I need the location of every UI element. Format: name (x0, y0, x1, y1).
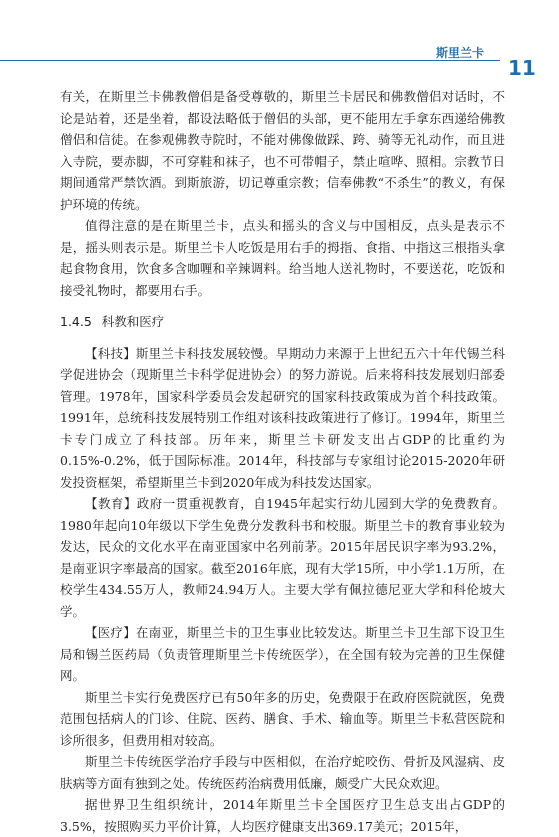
paragraph-health-expenditure: 据世界卫生组织统计，2014年斯里兰卡全国医疗卫生总支出占GDP的3.5%，按照购买力平价计算，人均医疗健康支出369.17美元；2015年， (60, 797, 505, 834)
page-number: 11 (508, 56, 536, 80)
section-title: 科教和医疗 (101, 314, 165, 329)
section-number: 1.4.5 (60, 314, 92, 329)
page-body (60, 86, 505, 837)
paragraph-education: 【教育】政府一贯重视教育，自1945年起实行幼儿园到大学的免费教育。1980年起向10年级以下学生免费分发教科书和校服。斯里兰卡的教育事业较为发达，民众的文化水平在南亚国家中名列前茅。2015年居民识字率为93.2%，是南亚识字率最高的国家。截至2016年底，现有大学15所，中小学1.1万所，在校学生434.55万人，教师24.94万人。主要大学有佩拉德尼亚大学和科伦坡大学。 (60, 496, 505, 619)
paragraph-customs: 值得注意的是在斯里兰卡，点头和摇头的含义与中国相反，点头是表示不是，摇头则表示是。斯里兰卡人吃饭是用右手的拇指、食指、中指这三根指头拿起食物食用，饮食多含咖喱和辛辣调料。给当地人送礼物时，不要送花，吃饭和接受礼物时，都要用右手。 (60, 218, 505, 298)
paragraph-free-healthcare: 斯里兰卡实行免费医疗已有50年多的历史，免费限于在政府医院就医，免费范围包括病人的门诊、住院、医药、膳食、手术、输血等。斯里兰卡私营医院和诊所很多，但费用相对较高。 (60, 689, 505, 748)
paragraph-science: 【科技】斯里兰卡科技发展较慢。早期动力来源于上世纪五六十年代锡兰科学促进协会（现斯里兰卡科学促进协会）的努力游说。后来将科技发展划归部委管理。1978年，国家科学委员会发起研究的国家科技政策成为首个科技政策。1991年，总统科技发展特别工作组对该科技政策进行了修订。1994年，斯里兰卡专门成立了科技部。历年来，斯里兰卡研发支出占GDP的比重约为0.15%-0.2%，低于国际标准。2014年，科技部与专家组讨论2015-2020年研发投资框架，希望斯里兰卡到2020年成为科技发达国家。 (60, 345, 505, 490)
header-rule (0, 40, 500, 61)
paragraph-religion-etiquette: 有关，在斯里兰卡佛教僧侣是备受尊敬的，斯里兰卡居民和佛教僧侣对话时，不论是站着，还是坐着，都设法略低于僧侣的头部，更不能用左手拿东西递给佛教僧侣和信徒。在参观佛教寺院时，不能对佛像做踩、跨、骑等无礼动作，而且进入寺院，要赤脚，不可穿鞋和袜子，也不可带帽子，禁止喧哗、照相。宗教节日期间通常严禁饮酒。到斯旅游，切记尊重宗教；信奉佛教“不杀生”的教义，有保护环境的传统。 (60, 89, 505, 212)
running-header-title: 斯里兰卡 (436, 46, 485, 60)
paragraph-traditional-medicine: 斯里兰卡传统医学治疗手段与中医相似，在治疗蛇咬伤、骨折及风湿病、皮肤病等方面有独到之处。传统医药治病费用低廉，颇受广大民众欢迎。 (60, 754, 505, 791)
section-heading (60, 311, 505, 333)
paragraph-medical: 【医疗】在南亚，斯里兰卡的卫生事业比较发达。斯里兰卡卫生部下设卫生局和锡兰医药局（负责管理斯里兰卡传统医学），在全国有较为完善的卫生保健网。 (60, 625, 505, 683)
